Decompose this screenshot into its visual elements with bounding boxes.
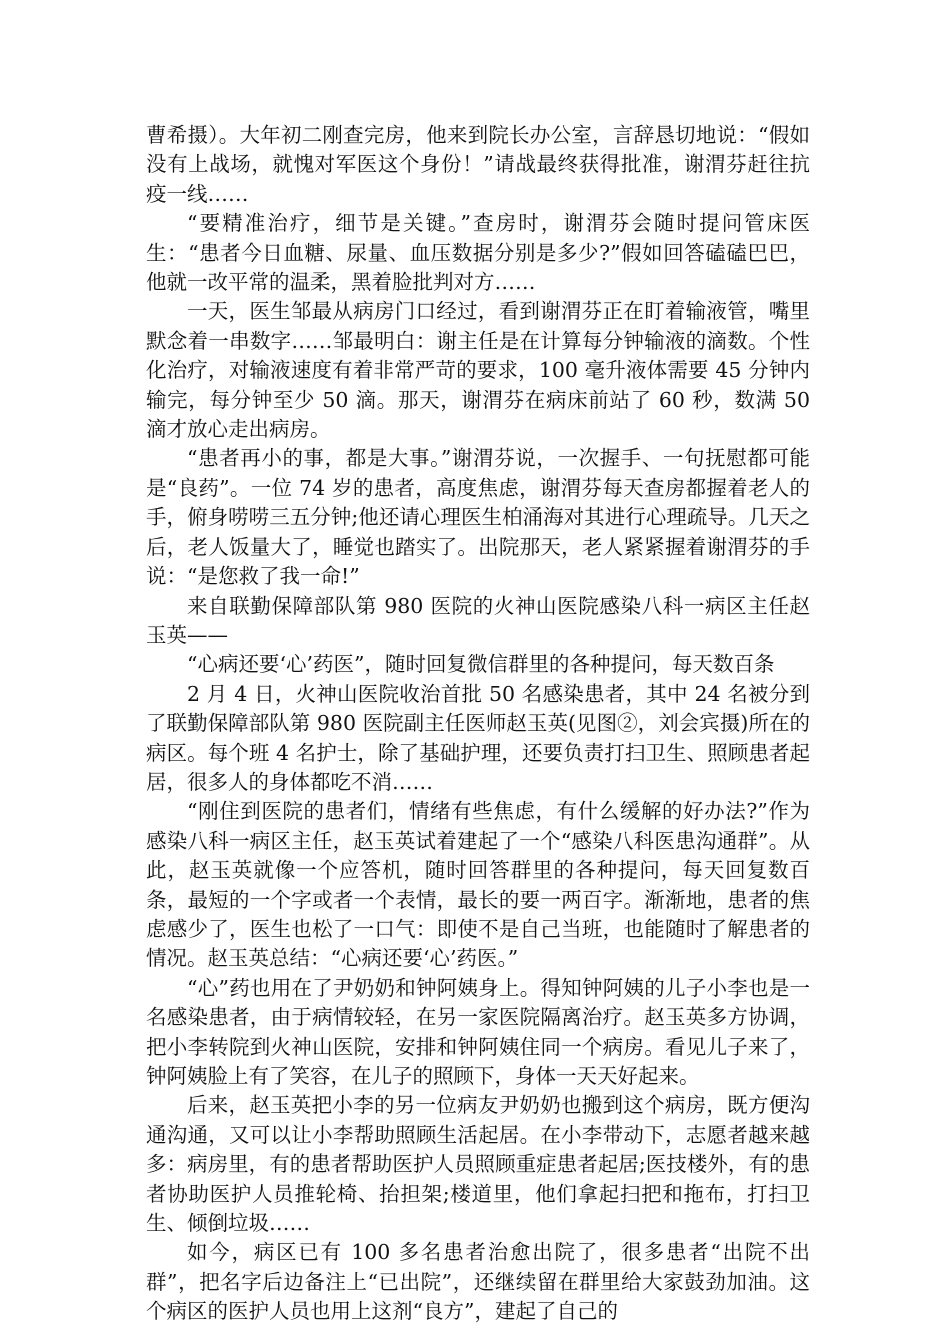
paragraph-1: 曹希摄）。大年初二刚查完房，他来到院长办公室，言辞恳切地说：“假如没有上战场，就愧对军医这个身份！”请战最终获得批准，谢渭芬赶往抗疫一线…… [146,123,810,206]
paragraph-7: “心”药也用在了尹奶奶和钟阿姨身上。得知钟阿姨的儿子小李也是一名感染患者，由于病情较轻，在另一家医院隔离治疗。赵玉英多方协调，把小李转院到火神山医院，安排和钟阿姨住同一个病房。看见儿子来了，钟阿姨脸上有了笑容，在儿子的照顾下，身体一天天好起来。 [146,975,810,1088]
paragraph-6: “刚住到医院的患者们，情绪有些焦虑，有什么缓解的好办法?”作为感染八科一病区主任，赵玉英试着建起了一个“感染八科医患沟通群”。从此，赵玉英就像一个应答机，随时回答群里的各种提问，每天回复数百条，最短的一个字或者一个表情，最长的要一两百字。渐渐地，患者的焦虑感少了，医生也松了一口气：即使不是自己当班，也能随时了解患者的情况。赵玉英总结：“心病还要‘心’药医。” [146,799,810,971]
paragraph-8: 后来，赵玉英把小李的另一位病友尹奶奶也搬到这个病房，既方便沟通沟通，又可以让小李帮助照顾生活起居。在小李带动下，志愿者越来越多：病房里，有的患者帮助医护人员照顾重症患者起居;医技楼外，有的患者协助医护人员推轮椅、抬担架;楼道里，他们拿起扫把和拖布，打扫卫生、倾倒垃圾…… [146,1093,810,1236]
paragraph-3: 一天，医生邹最从病房门口经过，看到谢渭芬正在盯着输液管，嘴里默念着一串数字……邹最明白：谢主任是在计算每分钟输液的滴数。个性化治疗，对输液速度有着非常严苛的要求，100 毫升液体需要 45 分钟内输完，每分钟至少 50 滴。那天，谢渭芬在病床前站了 60 秒，数满 50 滴才放心走出病房。 [146,299,810,442]
article-body [146,121,810,1327]
paragraph-2: “要精准治疗，细节是关键。”查房时，谢渭芬会随时提问管床医生：“患者今日血糖、尿量、血压数据分别是多少?”假如回答磕磕巴巴，他就一改平常的温柔，黑着脸批判对方…… [146,211,810,295]
paragraph-4: “患者再小的事，都是大事。”谢渭芬说，一次握手、一句抚慰都可能是“良药”。一位 74 岁的患者，高度焦虑，谢渭芬每天查房都握着老人的手，俯身唠唠三五分钟;他还请心理医生柏涌海对其进行心理疏导。几天之后，老人饭量大了，睡觉也踏实了。出院那天，老人紧紧握着谢渭芬的手说：“是您救了我一命!” [146,446,810,589]
paragraph-5: 2 月 4 日，火神山医院收治首批 50 名感染患者，其中 24 名被分到了联勤保障部队第 980 医院副主任医师赵玉英(见图②，刘会宾摄)所在的病区。每个班 4 名护士，除了基础护理，还要负责打扫卫生、照顾患者起居，很多人的身体都吃不消…… [146,681,810,794]
section-subheading: “心病还要‘心’药医”，随时回复微信群里的各种提问，每天数百条 [187,652,775,677]
section-heading-intro: 来自联勤保障部队第 980 医院的火神山医院感染八科一病区主任赵玉英—— [146,593,810,647]
paragraph-9: 如今，病区已有 100 多名患者治愈出院了，很多患者“出院不出群”，把名字后边备注上“已出院”，还继续留在群里给大家鼓劲加油。这个病区的医护人员也用上这剂“良方”，建起了自己的 [146,1240,810,1324]
